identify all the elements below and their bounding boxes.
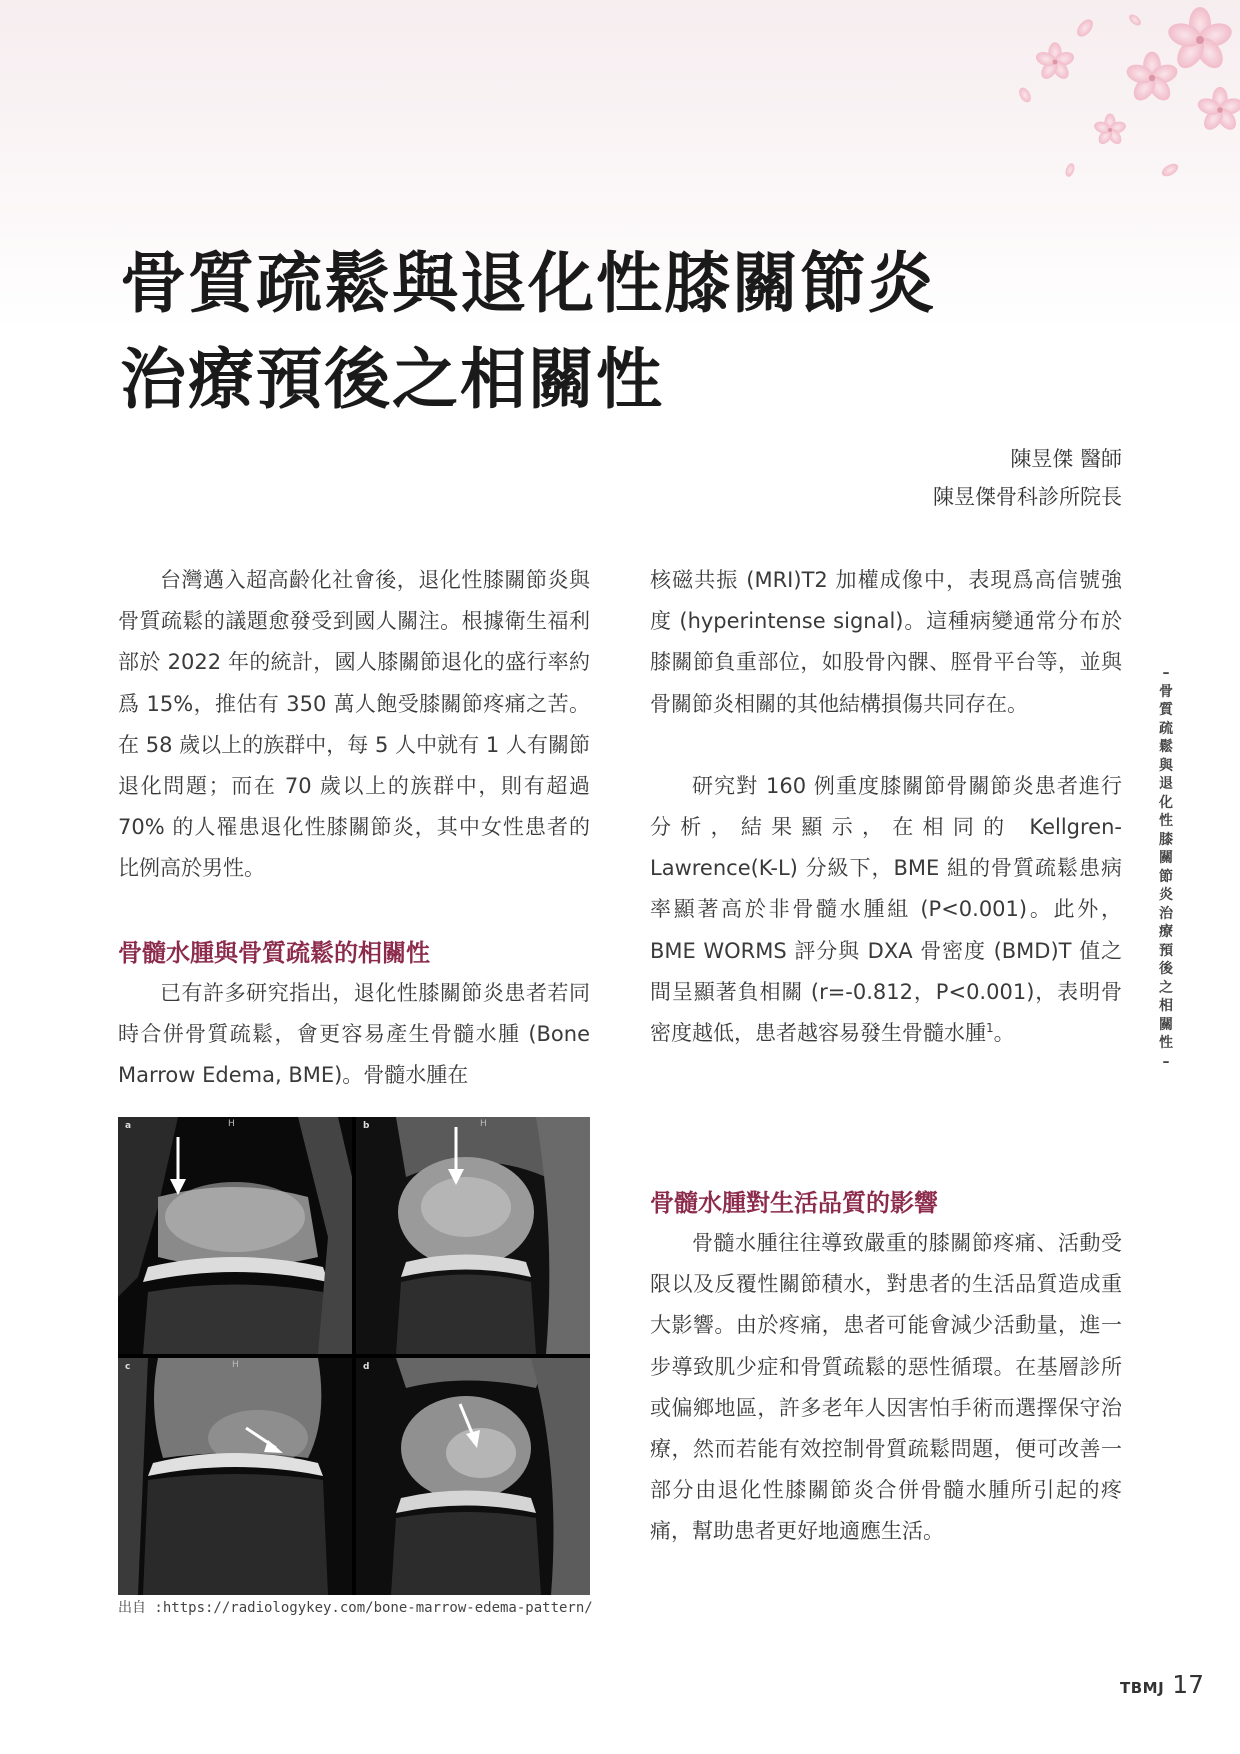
page-number: 17 bbox=[1172, 1670, 1204, 1699]
section-heading-quality-of-life: 骨髓水腫對生活品質的影響 bbox=[650, 1188, 938, 1217]
panel-label-c: c bbox=[125, 1362, 131, 1372]
mri-panel-d bbox=[356, 1358, 590, 1595]
author-block bbox=[933, 440, 1122, 516]
side-title-char: 治 bbox=[1159, 905, 1173, 922]
section-paragraph-quality-of-life: 骨髓水腫往往導致嚴重的膝關節疼痛、活動受限以及反覆性關節積水，對患者的生活品質造成重大影響。由於疼痛，患者可能會減少活動量，進一步導致肌少症和骨質疏鬆的惡性循環。在基層診所或偏鄉地區，許多老年人因害怕手術而選擇保守治療，然而若能有效控制骨質疏鬆問題，便可改善一部分由退化性膝關節炎合併骨髓水腫所引起的疼痛，幫助患者更好地適應生活。 bbox=[650, 1231, 1122, 1544]
mri-figure bbox=[118, 1117, 590, 1595]
mri-paragraph: 核磁共振 (MRI)T2 加權成像中，表現爲高信號強度 (hyperintense signal)。這種病變通常分布於膝關節負重部位，如股骨內髁、脛骨平台等，並與骨關節炎相關的其他結構損傷共同存在。 bbox=[650, 568, 1122, 716]
panel-label-b: b bbox=[363, 1121, 370, 1131]
intro-paragraph: 台灣邁入超高齡化社會後，退化性膝關節炎與骨質疏鬆的議題愈發受到國人關注。根據衛生福利部於 2022 年的統計，國人膝關節退化的盛行率約爲 15%，推估有 350 萬人飽受膝關節疼痛之苦。在 58 歲以上的族群中，每 5 人中就有 1 人有關節退化問題；而在 70 歲以上的族群中，則有超過 70% 的人罹患退化性膝關節炎，其中女性患者的比例高於男性。 bbox=[118, 568, 590, 881]
side-title-char: 之 bbox=[1159, 979, 1173, 996]
side-title-char: 後 bbox=[1159, 961, 1173, 977]
title-line-1: 骨質疏鬆與退化性膝關節炎 bbox=[120, 244, 936, 322]
author-name: 陳昱傑 醫師 bbox=[1010, 447, 1122, 471]
side-title-char: 關 bbox=[1159, 1016, 1173, 1033]
side-running-title bbox=[1156, 664, 1176, 1071]
side-title-char: 預 bbox=[1159, 942, 1173, 959]
side-title-char: 療 bbox=[1159, 924, 1173, 940]
side-title-char: 骨 bbox=[1159, 683, 1173, 700]
page-footer bbox=[1120, 1670, 1204, 1699]
mri-panel-a bbox=[118, 1117, 352, 1354]
author-affiliation: 陳昱傑骨科診所院長 bbox=[933, 485, 1122, 509]
figure-caption: 出自 :https://radiologykey.com/bone-marrow-edema-pattern/ bbox=[118, 1600, 593, 1616]
side-title-char: 化 bbox=[1159, 794, 1173, 811]
title-line-2: 治療預後之相關性 bbox=[120, 340, 664, 418]
side-title-char: 相 bbox=[1159, 998, 1173, 1014]
right-column bbox=[650, 560, 1122, 1054]
journal-name: TBMJ bbox=[1120, 1679, 1165, 1697]
mri-panel-b bbox=[356, 1117, 590, 1354]
left-column-section bbox=[118, 933, 590, 1097]
reference-1: 1 bbox=[986, 1021, 994, 1036]
side-title-char: 質 bbox=[1159, 702, 1173, 718]
section-paragraph-bme-osteoporosis: 已有許多研究指出，退化性膝關節炎患者若同時合併骨質疏鬆，會更容易產生骨髓水腫 (Bone Marrow Edema, BME)。骨髓水腫在 bbox=[118, 981, 590, 1088]
side-title-char: 與 bbox=[1159, 757, 1173, 774]
side-title-char: 膝 bbox=[1159, 831, 1173, 848]
side-title-char: 性 bbox=[1159, 813, 1173, 829]
side-title-char: 鬆 bbox=[1159, 739, 1173, 755]
study-paragraph-end: 。 bbox=[993, 1021, 1015, 1046]
study-paragraph-text: 研究對 160 例重度膝關節骨關節炎患者進行分析，結果顯示，在相同的 Kellgren-Lawrence(K-L) 分級下，BME 組的骨質疏鬆患病率顯著高於非骨髓水腫組 (P<0.001)。此外，BME WORMS 評分與 DXA 骨密度 (BMD)T 值之間呈顯著負相關 (r=-0.812，P<0.001)，表明骨密度越低，患者越容易發生骨髓水腫 bbox=[650, 773, 1122, 1046]
study-paragraph bbox=[650, 766, 1122, 1054]
side-title-char: 炎 bbox=[1159, 887, 1173, 903]
side-title-char: 退 bbox=[1159, 776, 1173, 792]
side-title-char: – bbox=[1162, 1053, 1170, 1070]
side-title-char: 關 bbox=[1159, 850, 1173, 866]
side-title-char: 節 bbox=[1159, 868, 1173, 885]
right-column-section bbox=[650, 1183, 1122, 1553]
left-column-top bbox=[118, 560, 590, 890]
mri-panel-c bbox=[118, 1358, 352, 1595]
section-heading-bme-osteoporosis: 骨髓水腫與骨質疏鬆的相關性 bbox=[118, 938, 430, 967]
article-title bbox=[120, 235, 1080, 427]
panel-label-d: d bbox=[363, 1362, 370, 1372]
side-title-char: – bbox=[1162, 665, 1170, 681]
panel-marker-c: H bbox=[232, 1360, 239, 1370]
panel-marker-a: H bbox=[228, 1119, 235, 1129]
panel-marker-b: H bbox=[480, 1119, 487, 1129]
side-title-char: 性 bbox=[1159, 1035, 1173, 1051]
side-title-char: 疏 bbox=[1159, 720, 1173, 737]
cherry-blossom-decoration bbox=[920, 0, 1240, 220]
panel-label-a: a bbox=[125, 1121, 132, 1131]
